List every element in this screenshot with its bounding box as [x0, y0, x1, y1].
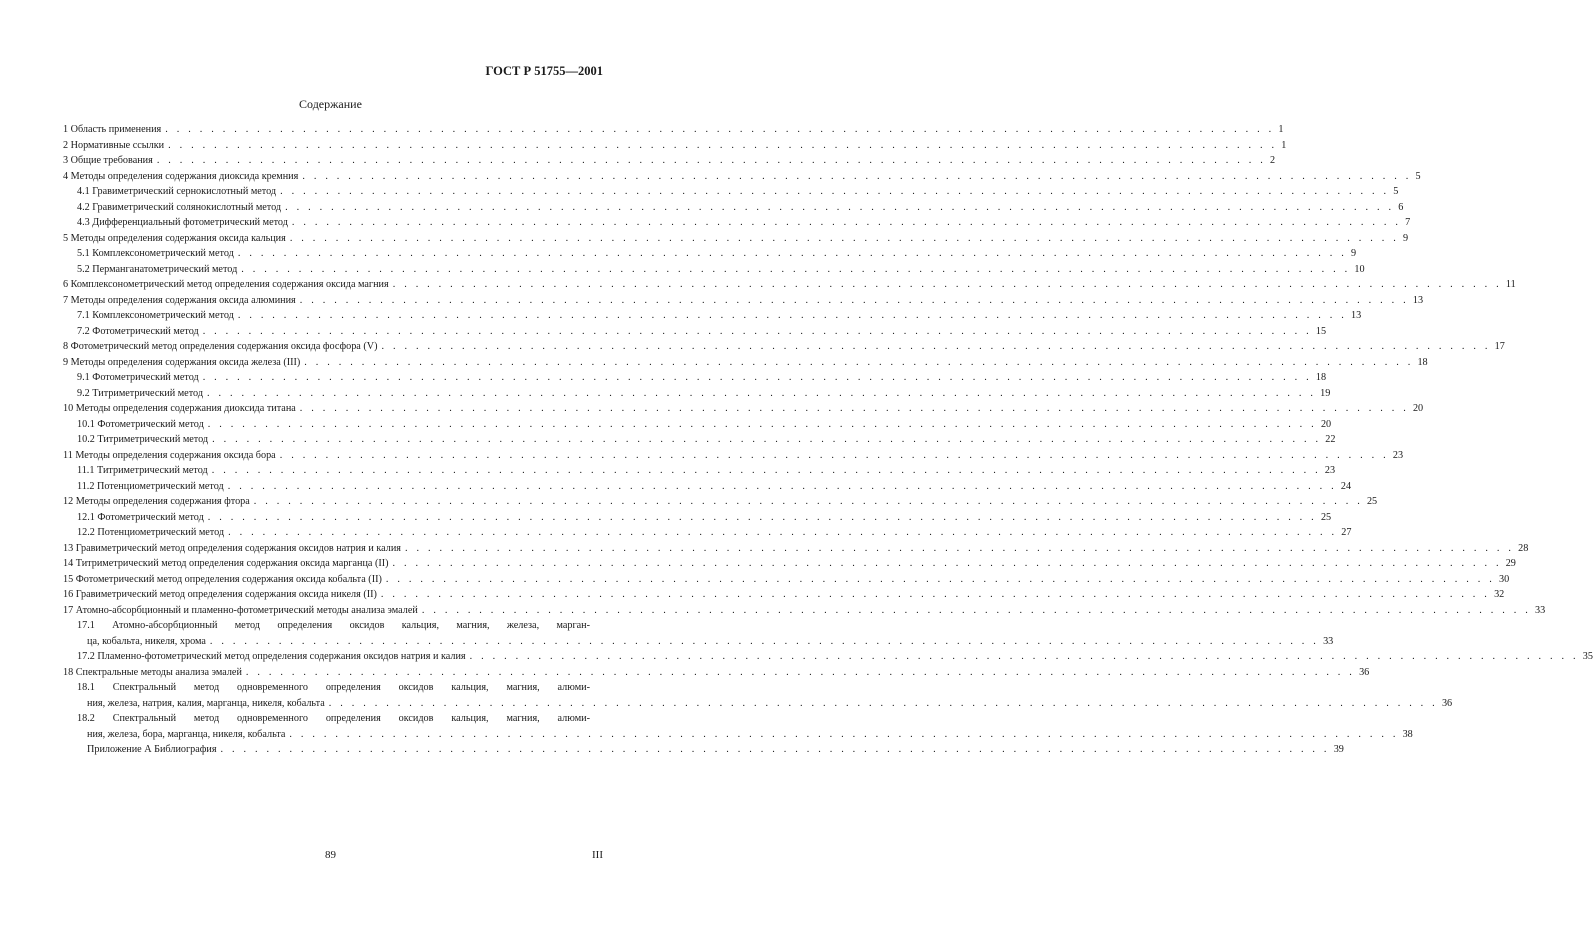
toc-entry-label: 5.2 Перманганатометрический метод: [77, 263, 238, 275]
toc-entry-page: 1: [1281, 139, 1287, 151]
toc-entry-label: 7.1 Комплексонометрический метод: [77, 310, 234, 321]
toc-entry: [63, 169, 1421, 185]
dot-leader: . . . . . . . . . . . . . . . . . . . . . . . . . . . . . . . . . . . . . . . . . . . . . . . . . . . . . . . . . . . . . . . . . . . . . . . . . . . . . . . . . . . . . . . . . . . . . . . . .: [209, 635, 1320, 647]
dot-leader: . . . . . . . . . . . . . . . . . . . . . . . . . . . . . . . . . . . . . . . . . . . . . . . . . . . . . . . . . . . . . . . . . . . . . . . . . . . . . . . . . . . . . . . . . . . . . . . . .: [220, 744, 1330, 755]
toc-entry-label: 10.2 Титриметрический метод: [77, 434, 209, 445]
toc-entry: [63, 262, 1365, 278]
table-of-contents: [63, 122, 1593, 758]
toc-entry-label: 3 Общие требования: [63, 155, 153, 166]
toc-entry-page: 18: [1417, 356, 1428, 368]
dot-leader: . . . . . . . . . . . . . . . . . . . . . . . . . . . . . . . . . . . . . . . . . . . . . . . . . . . . . . . . . . . . . . . . . . . . . . . . . . . . . . . . . . . . . . . . . . . . . . . . .: [207, 511, 1317, 523]
dot-leader: . . . . . . . . . . . . . . . . . . . . . . . . . . . . . . . . . . . . . . . . . . . . . . . . . . . . . . . . . . . . . . . . . . . . . . . . . . . . . . . . . . . . . . . . . . . . . . . . .: [299, 403, 1409, 414]
toc-entry: [63, 649, 1593, 665]
toc-entry-label: 12.2 Потенциометрический метод: [77, 527, 225, 538]
dot-leader: . . . . . . . . . . . . . . . . . . . . . . . . . . . . . . . . . . . . . . . . . . . . . . . . . . . . . . . . . . . . . . . . . . . . . . . . . . . . . . . . . . . . . . . . . . . . . . . . .: [245, 666, 1356, 678]
toc-entry-label: 10.1 Фотометрический метод: [77, 418, 204, 430]
dot-leader: . . . . . . . . . . . . . . . . . . . . . . . . . . . . . . . . . . . . . . . . . . . . . . . . . . . . . . . . . . . . . . . . . . . . . . . . . . . . . . . . . . . . . . . . . . . . . . . . .: [202, 325, 1312, 337]
toc-entry-label: 18.2 Спектральный метод одновременного определения оксидов кальция, магния, алюми-: [77, 713, 590, 724]
toc-entry-page: 20: [1320, 418, 1332, 430]
toc-entry-label: 13 Гравиметрический метод определения содержания оксидов натрия и калия: [63, 542, 401, 554]
toc-entry-page: 13: [1412, 294, 1424, 306]
toc-entry-label: 16 Гравиметрический метод определения содержания оксида никеля (II): [63, 589, 377, 600]
toc-entry-label: 1 Область применения: [63, 124, 162, 135]
toc-entry: [63, 153, 1276, 169]
dot-leader: . . . . . . . . . . . . . . . . . . . . . . . . . . . . . . . . . . . . . . . . . . . . . . . . . . . . . . . . . . . . . . . . . . . . . . . . . . . . . . . . . . . . . . . . . . . . . . . . .: [421, 604, 1531, 616]
toc-entry-label: Приложение А Библиография: [87, 744, 217, 755]
toc-entry-label: 2 Нормативные ссылки: [63, 139, 165, 151]
toc-entry-page: 10: [1354, 263, 1365, 275]
toc-entry: [63, 122, 1284, 138]
dot-leader: . . . . . . . . . . . . . . . . . . . . . . . . . . . . . . . . . . . . . . . . . . . . . . . . . . . . . . . . . . . . . . . . . . . . . . . . . . . . . . . . . . . . . . . . . . . . . . . . .: [404, 542, 1515, 554]
toc-entry-label: 6 Комплексонометрический метод определения содержания оксида магния: [63, 279, 389, 290]
toc-entry-page: 28: [1518, 542, 1529, 554]
toc-entry: [63, 401, 1424, 417]
toc-entry-label: 18 Спектральные методы анализа эмалей: [63, 666, 242, 678]
toc-entry-page: 2: [1269, 155, 1276, 166]
toc-entry-label: 11.1 Титриметрический метод: [77, 465, 208, 476]
toc-entry-label-continued: ния, железа, бора, марганца, никеля, кобальта: [87, 728, 286, 740]
dot-leader: . . . . . . . . . . . . . . . . . . . . . . . . . . . . . . . . . . . . . . . . . . . . . . . . . . . . . . . . . . . . . . . . . . . . . . . . . . . . . . . . . . . . . . . . . . . . . . . . .: [469, 651, 1579, 662]
toc-entry-label: 8 Фотометрический метод определения содержания оксида фосфора (V): [63, 341, 378, 352]
toc-entry-page: 36: [1441, 697, 1453, 709]
toc-entry: [63, 215, 1411, 231]
dot-leader: . . . . . . . . . . . . . . . . . . . . . . . . . . . . . . . . . . . . . . . . . . . . . . . . . . . . . . . . . . . . . . . . . . . . . . . . . . . . . . . . . . . . . . . . . . . . . . . . .: [285, 201, 1395, 213]
dot-leader: . . . . . . . . . . . . . . . . . . . . . . . . . . . . . . . . . . . . . . . . . . . . . . . . . . . . . . . . . . . . . . . . . . . . . . . . . . . . . . . . . . . . . . . . . . . . . . . . .: [392, 558, 1502, 569]
toc-entry-page: 38: [1402, 728, 1413, 740]
toc-entry-label: 11 Методы определения содержания оксида бора: [63, 449, 276, 461]
toc-entry-label: 17.2 Пламенно-фотометрический метод определения содержания оксидов натрия и калия: [77, 651, 466, 662]
dot-leader: . . . . . . . . . . . . . . . . . . . . . . . . . . . . . . . . . . . . . . . . . . . . . . . . . . . . . . . . . . . . . . . . . . . . . . . . . . . . . . . . . . . . . . . . . . . . . . . . .: [302, 170, 1412, 182]
toc-entry-label: 15 Фотометрический метод определения содержания оксида кобальта (II): [63, 573, 382, 585]
toc-entry-page: 17: [1494, 341, 1505, 352]
toc-entry-page: 30: [1499, 573, 1510, 585]
toc-entry-page: 27: [1341, 527, 1352, 538]
toc-entry: [63, 680, 1453, 711]
toc-entry-page: 7: [1405, 217, 1411, 228]
toc-entry: [63, 587, 1505, 603]
toc-entry: [63, 339, 1505, 355]
toc-entry-label: 4.1 Гравиметрический сернокислотный метод: [77, 186, 277, 197]
dot-leader: . . . . . . . . . . . . . . . . . . . . . . . . . . . . . . . . . . . . . . . . . . . . . . . . . . . . . . . . . . . . . . . . . . . . . . . . . . . . . . . . . . . . . . . . . . . . . . . . .: [228, 527, 1338, 538]
toc-entry-label: 9.2 Титриметрический метод: [77, 387, 204, 399]
toc-entry-page: 29: [1505, 558, 1516, 569]
dot-leader: . . . . . . . . . . . . . . . . . . . . . . . . . . . . . . . . . . . . . . . . . . . . . . . . . . . . . . . . . . . . . . . . . . . . . . . . . . . . . . . . . . . . . . . . . . . . . . . . .: [392, 279, 1502, 290]
toc-entry-label: 12 Методы определения содержания фтора: [63, 496, 250, 507]
toc-title: Содержание: [299, 97, 362, 111]
toc-entry: [63, 448, 1404, 464]
dot-leader: . . . . . . . . . . . . . . . . . . . . . . . . . . . . . . . . . . . . . . . . . . . . . . . . . . . . . . . . . . . . . . . . . . . . . . . . . . . . . . . . . . . . . . . . . . . . . . . . .: [237, 248, 1347, 259]
toc-entry-label: 7 Методы определения содержания оксида алюминия: [63, 294, 296, 306]
document-code: ГОСТ Р 51755—2001: [485, 64, 603, 78]
toc-entry: [63, 603, 1546, 619]
dot-leader: . . . . . . . . . . . . . . . . . . . . . . . . . . . . . . . . . . . . . . . . . . . . . . . . . . . . . . . . . . . . . . . . . . . . . . . . . . . . . . . . . . . . . . . . . . . . . . . . .: [279, 449, 1389, 461]
toc-entry: [63, 417, 1332, 433]
toc-entry-label: 10 Методы определения содержания диоксида титана: [63, 403, 296, 414]
dot-leader: . . . . . . . . . . . . . . . . . . . . . . . . . . . . . . . . . . . . . . . . . . . . . . . . . . . . . . . . . . . . . . . . . . . . . . . . . . . . . . . . . . . . . . . . . . . . . . . . .: [253, 496, 1363, 507]
dot-leader: . . . . . . . . . . . . . . . . . . . . . . . . . . . . . . . . . . . . . . . . . . . . . . . . . . . . . . . . . . . . . . . . . . . . . . . . . . . . . . . . . . . . . . . . . . . . . . . . .: [227, 480, 1337, 492]
toc-entry: [63, 308, 1362, 324]
toc-entry-label: 17.1 Атомно-абсорбционный метод определения оксидов кальция, магния, железа, марган-: [77, 620, 590, 631]
toc-entry-label: 12.1 Фотометрический метод: [77, 511, 204, 523]
toc-entry-page: 9: [1402, 232, 1409, 244]
dot-leader: . . . . . . . . . . . . . . . . . . . . . . . . . . . . . . . . . . . . . . . . . . . . . . . . . . . . . . . . . . . . . . . . . . . . . . . . . . . . . . . . . . . . . . . . . . . . . . . . .: [299, 294, 1409, 306]
dot-leader: . . . . . . . . . . . . . . . . . . . . . . . . . . . . . . . . . . . . . . . . . . . . . . . . . . . . . . . . . . . . . . . . . . . . . . . . . . . . . . . . . . . . . . . . . . . . . . . . .: [289, 728, 1399, 740]
toc-entry: [63, 293, 1424, 309]
toc-entry-page: 11: [1505, 279, 1516, 290]
toc-entry: [63, 742, 1344, 758]
toc-entry-label: 7.2 Фотометрический метод: [77, 325, 199, 337]
toc-entry: [63, 494, 1378, 510]
toc-entry-page: 15: [1315, 325, 1327, 337]
toc-entry-page: 24: [1340, 480, 1352, 492]
toc-entry: [63, 184, 1399, 200]
toc-entry: [63, 665, 1370, 681]
toc-entry-page: 18: [1315, 372, 1327, 383]
toc-entry: [63, 618, 1334, 649]
toc-entry-page: 19: [1320, 387, 1331, 399]
toc-entry-page: 33: [1535, 604, 1546, 616]
toc-entry-page: 32: [1494, 589, 1505, 600]
toc-entry-page: 33: [1323, 635, 1334, 647]
toc-entry-page: 25: [1366, 496, 1378, 507]
toc-entry-label: 9.1 Фотометрический метод: [77, 372, 199, 383]
toc-entry-page: 36: [1359, 666, 1370, 678]
roman-page-number: III: [592, 849, 603, 861]
toc-entry: [63, 541, 1529, 557]
dot-leader: . . . . . . . . . . . . . . . . . . . . . . . . . . . . . . . . . . . . . . . . . . . . . . . . . . . . . . . . . . . . . . . . . . . . . . . . . . . . . . . . . . . . . . . . . . . . . . . . .: [237, 310, 1347, 321]
toc-entry: [63, 324, 1327, 340]
toc-entry-page: 23: [1324, 465, 1336, 476]
dot-leader: . . . . . . . . . . . . . . . . . . . . . . . . . . . . . . . . . . . . . . . . . . . . . . . . . . . . . . . . . . . . . . . . . . . . . . . . . . . . . . . . . . . . . . . . . . . . . . . . .: [202, 372, 1312, 383]
toc-entry-label: 18.1 Спектральный метод одновременного определения оксидов кальция, магния, алюми-: [77, 682, 590, 693]
toc-entry: [63, 463, 1336, 479]
toc-entry-page: 5: [1415, 170, 1421, 182]
toc-entry-page: 25: [1320, 511, 1332, 523]
toc-entry: [63, 277, 1516, 293]
toc-entry-page: 23: [1392, 449, 1404, 461]
toc-entry-page: 20: [1412, 403, 1424, 414]
toc-entry-page: 39: [1333, 744, 1344, 755]
toc-entry-label: 4.2 Гравиметрический солянокислотный метод: [77, 201, 282, 213]
toc-entry-page: 13: [1350, 310, 1362, 321]
toc-entry: [63, 386, 1331, 402]
dot-leader: . . . . . . . . . . . . . . . . . . . . . . . . . . . . . . . . . . . . . . . . . . . . . . . . . . . . . . . . . . . . . . . . . . . . . . . . . . . . . . . . . . . . . . . . . . . . . . . . .: [385, 573, 1496, 585]
toc-entry: [63, 355, 1428, 371]
page-number: 89: [325, 849, 336, 861]
toc-entry: [63, 432, 1336, 448]
toc-entry-label: 5 Методы определения содержания оксида кальция: [63, 232, 286, 244]
toc-entry-label-continued: ца, кобальта, никеля, хрома: [87, 635, 206, 647]
toc-entry-label: 17 Атомно-абсорбционный и пламенно-фотометрический методы анализа эмалей: [63, 604, 418, 616]
toc-entry-label: 9 Методы определения содержания оксида железа (III): [63, 356, 301, 368]
dot-leader: . . . . . . . . . . . . . . . . . . . . . . . . . . . . . . . . . . . . . . . . . . . . . . . . . . . . . . . . . . . . . . . . . . . . . . . . . . . . . . . . . . . . . . . . . . . . . . . . .: [212, 434, 1322, 445]
dot-leader: . . . . . . . . . . . . . . . . . . . . . . . . . . . . . . . . . . . . . . . . . . . . . . . . . . . . . . . . . . . . . . . . . . . . . . . . . . . . . . . . . . . . . . . . . . . . . . . . .: [280, 186, 1390, 197]
toc-entry-label: 11.2 Потенциометрический метод: [77, 480, 224, 492]
toc-entry: [63, 231, 1409, 247]
toc-entry: [63, 556, 1516, 572]
toc-entry-page: 1: [1278, 124, 1284, 135]
dot-leader: . . . . . . . . . . . . . . . . . . . . . . . . . . . . . . . . . . . . . . . . . . . . . . . . . . . . . . . . . . . . . . . . . . . . . . . . . . . . . . . . . . . . . . . . . . . . . . . . .: [381, 341, 1491, 352]
toc-entry: [63, 479, 1352, 495]
dot-leader: . . . . . . . . . . . . . . . . . . . . . . . . . . . . . . . . . . . . . . . . . . . . . . . . . . . . . . . . . . . . . . . . . . . . . . . . . . . . . . . . . . . . . . . . . . . . . . . . .: [380, 589, 1491, 600]
dot-leader: . . . . . . . . . . . . . . . . . . . . . . . . . . . . . . . . . . . . . . . . . . . . . . . . . . . . . . . . . . . . . . . . . . . . . . . . . . . . . . . . . . . . . . . . . . . . . . . . .: [241, 263, 1351, 275]
toc-entry-label-continued: ния, железа, натрия, калия, марганца, никеля, кобальта: [87, 697, 325, 709]
dot-leader: . . . . . . . . . . . . . . . . . . . . . . . . . . . . . . . . . . . . . . . . . . . . . . . . . . . . . . . . . . . . . . . . . . . . . . . . . . . . . . . . . . . . . . . . . . . . . . . . .: [289, 232, 1399, 244]
toc-entry-label: 14 Титриметрический метод определения содержания оксида марганца (II): [63, 558, 389, 569]
toc-entry-label: 5.1 Комплексонометрический метод: [77, 248, 234, 259]
toc-entry-page: 6: [1398, 201, 1404, 213]
toc-entry: [63, 510, 1332, 526]
toc-entry: [63, 711, 1413, 742]
dot-leader: . . . . . . . . . . . . . . . . . . . . . . . . . . . . . . . . . . . . . . . . . . . . . . . . . . . . . . . . . . . . . . . . . . . . . . . . . . . . . . . . . . . . . . . . . . . . . . . . .: [328, 697, 1438, 709]
dot-leader: . . . . . . . . . . . . . . . . . . . . . . . . . . . . . . . . . . . . . . . . . . . . . . . . . . . . . . . . . . . . . . . . . . . . . . . . . . . . . . . . . . . . . . . . . . . . . . . . .: [304, 356, 1414, 368]
dot-leader: . . . . . . . . . . . . . . . . . . . . . . . . . . . . . . . . . . . . . . . . . . . . . . . . . . . . . . . . . . . . . . . . . . . . . . . . . . . . . . . . . . . . . . . . . . . . . . . . .: [207, 387, 1317, 399]
dot-leader: . . . . . . . . . . . . . . . . . . . . . . . . . . . . . . . . . . . . . . . . . . . . . . . . . . . . . . . . . . . . . . . . . . . . . . . . . . . . . . . . . . . . . . . . . . . . . . . . .: [165, 124, 1275, 135]
toc-entry-label: 4 Методы определения содержания диоксида кремния: [63, 170, 299, 182]
toc-entry-page: 22: [1325, 434, 1336, 445]
toc-entry-page: 35: [1582, 651, 1593, 662]
toc-entry: [63, 200, 1404, 216]
dot-leader: . . . . . . . . . . . . . . . . . . . . . . . . . . . . . . . . . . . . . . . . . . . . . . . . . . . . . . . . . . . . . . . . . . . . . . . . . . . . . . . . . . . . . . . . . . . . . . . . .: [211, 465, 1321, 476]
dot-leader: . . . . . . . . . . . . . . . . . . . . . . . . . . . . . . . . . . . . . . . . . . . . . . . . . . . . . . . . . . . . . . . . . . . . . . . . . . . . . . . . . . . . . . . . . . . . . . . . .: [291, 217, 1402, 228]
toc-entry: [63, 370, 1327, 386]
dot-leader: . . . . . . . . . . . . . . . . . . . . . . . . . . . . . . . . . . . . . . . . . . . . . . . . . . . . . . . . . . . . . . . . . . . . . . . . . . . . . . . . . . . . . . . . . . . . . . . . .: [168, 139, 1278, 151]
toc-entry: [63, 525, 1352, 541]
toc-entry-label: 4.3 Дифференциальный фотометрический метод: [77, 217, 288, 228]
toc-entry: [63, 572, 1510, 588]
toc-entry-page: 5: [1393, 186, 1399, 197]
toc-entry: [63, 246, 1357, 262]
toc-entry-page: 9: [1350, 248, 1357, 259]
dot-leader: . . . . . . . . . . . . . . . . . . . . . . . . . . . . . . . . . . . . . . . . . . . . . . . . . . . . . . . . . . . . . . . . . . . . . . . . . . . . . . . . . . . . . . . . . . . . . . . . .: [156, 155, 1266, 166]
toc-entry: [63, 138, 1287, 154]
dot-leader: . . . . . . . . . . . . . . . . . . . . . . . . . . . . . . . . . . . . . . . . . . . . . . . . . . . . . . . . . . . . . . . . . . . . . . . . . . . . . . . . . . . . . . . . . . . . . . . . .: [207, 418, 1317, 430]
